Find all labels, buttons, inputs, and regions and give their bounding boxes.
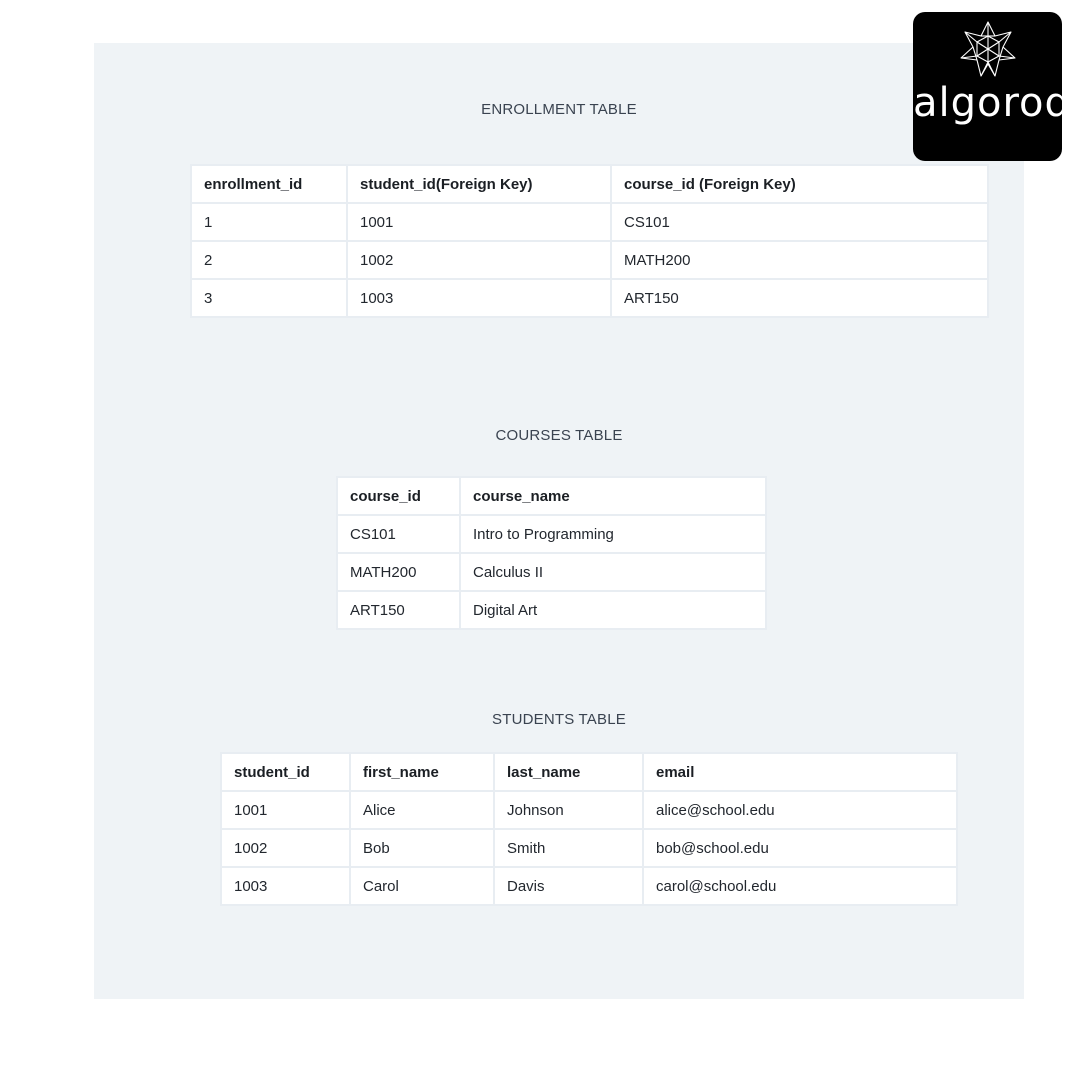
- table-cell: CS101: [337, 515, 460, 553]
- table-cell: 1003: [347, 279, 611, 317]
- students-table-title: STUDENTS TABLE: [492, 711, 626, 728]
- column-header: course_name: [460, 477, 766, 515]
- table-cell: ART150: [337, 591, 460, 629]
- table-cell: 3: [191, 279, 347, 317]
- table-header-row: [337, 477, 766, 515]
- table-cell: 2: [191, 241, 347, 279]
- table-cell: Intro to Programming: [460, 515, 766, 553]
- courses-table: [336, 476, 767, 630]
- table-cell: ART150: [611, 279, 988, 317]
- table-cell: Davis: [494, 867, 643, 905]
- table-cell: Johnson: [494, 791, 643, 829]
- table-row: [221, 867, 957, 905]
- table-row: [191, 279, 988, 317]
- students-table: [220, 752, 958, 906]
- table-row: [337, 591, 766, 629]
- table-cell: 1001: [347, 203, 611, 241]
- table-row: [337, 553, 766, 591]
- table-cell: Alice: [350, 791, 494, 829]
- table-cell: Smith: [494, 829, 643, 867]
- table-cell: Digital Art: [460, 591, 766, 629]
- table-cell: 1: [191, 203, 347, 241]
- column-header: student_id: [221, 753, 350, 791]
- table-row: [191, 203, 988, 241]
- table-cell: Bob: [350, 829, 494, 867]
- table-cell: alice@school.edu: [643, 791, 957, 829]
- table-cell: 1003: [221, 867, 350, 905]
- column-header: email: [643, 753, 957, 791]
- column-header: last_name: [494, 753, 643, 791]
- content-panel: [94, 43, 1024, 999]
- table-header-row: [191, 165, 988, 203]
- column-header: course_id: [337, 477, 460, 515]
- column-header: course_id (Foreign Key): [611, 165, 988, 203]
- table-cell: MATH200: [337, 553, 460, 591]
- table-cell: bob@school.edu: [643, 829, 957, 867]
- column-header: student_id(Foreign Key): [347, 165, 611, 203]
- table-header-row: [221, 753, 957, 791]
- table-cell: 1001: [221, 791, 350, 829]
- table-cell: MATH200: [611, 241, 988, 279]
- star-polyhedron-icon: [959, 20, 1017, 78]
- logo-wordmark: algoroq: [913, 80, 1071, 126]
- enrollment-table-title: ENROLLMENT TABLE: [481, 101, 637, 118]
- algoroq-logo: [913, 12, 1071, 161]
- table-row: [191, 241, 988, 279]
- table-row: [221, 791, 957, 829]
- column-header: first_name: [350, 753, 494, 791]
- table-cell: Calculus II: [460, 553, 766, 591]
- courses-table-title: COURSES TABLE: [495, 427, 623, 444]
- table-row: [221, 829, 957, 867]
- table-cell: Carol: [350, 867, 494, 905]
- table-cell: CS101: [611, 203, 988, 241]
- table-cell: 1002: [221, 829, 350, 867]
- table-cell: 1002: [347, 241, 611, 279]
- table-row: [337, 515, 766, 553]
- enrollment-table: [190, 164, 989, 318]
- table-cell: carol@school.edu: [643, 867, 957, 905]
- column-header: enrollment_id: [191, 165, 347, 203]
